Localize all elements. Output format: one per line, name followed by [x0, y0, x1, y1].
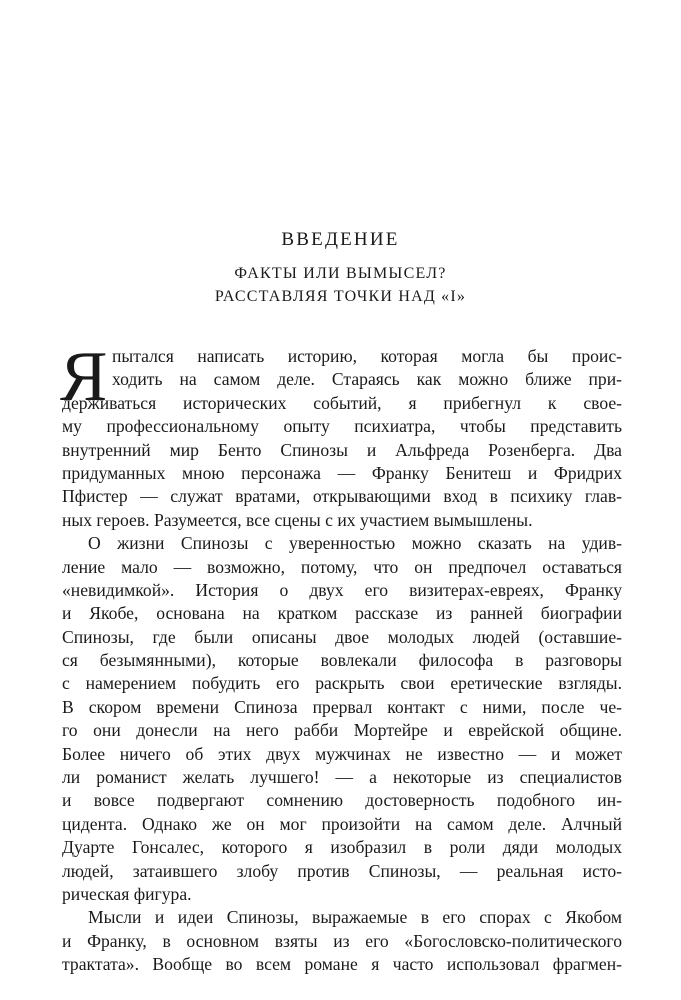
text-line: и вовсе подвергают сомнению достоверность подобного ин- — [62, 790, 622, 811]
text-line: го они донесли на него рабби Мортейре и еврейской общине. — [62, 720, 622, 741]
chapter-title: ВВЕДЕНИЕ — [281, 229, 400, 250]
drop-cap: Я — [60, 338, 108, 416]
text-line: Спинозы, где были описаны двое молодых людей (оставшие- — [62, 626, 622, 647]
text-line: Пфистер — служат вратами, открывающими вход в психику глав- — [62, 486, 622, 507]
text-line: О жизни Спинозы с уверенностью можно сказать на удив- — [88, 533, 622, 554]
text-line: ходить на самом деле. Стараясь как можно ближе при- — [112, 369, 622, 390]
text-line: придуманных мною персонажа — Франку Бенитеш и Фридрих — [62, 462, 622, 483]
text-line: держиваться исторических событий, я прибегнул к свое- — [62, 392, 622, 413]
text-line: с намерением побудить его раскрыть свои еретические взгляды. — [62, 673, 622, 694]
text-line: Мысли и идеи Спинозы, выражаемые в его спорах с Якобом — [88, 907, 622, 928]
text-line: В скором времени Спиноза прервал контакт с ними, после че- — [62, 696, 622, 717]
text-line: «невидимкой». История о двух его визитерах-евреях, Франку — [62, 579, 622, 600]
text-line: пытался написать историю, которая могла бы проис- — [112, 346, 622, 366]
text-line: Более ничего об этих двух мужчинах не известно — и может — [62, 743, 622, 764]
text-line: ление мало — возможно, потому, что он предпочел оставаться — [62, 556, 622, 577]
text-line: ся безымянными), которые вовлекали философа в разговоры — [62, 650, 622, 671]
text-line: ли романист желать лучшего! — а некоторые из специалистов — [62, 767, 622, 788]
text-line: рическая фигура. — [62, 883, 192, 904]
text-line: и Якобе, основана на кратком рассказе из ранней биографии — [62, 603, 622, 624]
text-line: и Франку, в основном взяты из его «Богословско-политического — [62, 930, 622, 951]
text-line: внутренний мир Бенто Спинозы и Альфреда Розенберга. Два — [62, 439, 622, 460]
text-line: му профессиональному опыту психиатра, чтобы представить — [62, 416, 622, 437]
text-line: Дуарте Гонсалес, которого я изобразил в роли дяди молодых — [62, 837, 622, 858]
text-line: цидента. Однако же он мог произойти на самом деле. Алчный — [62, 813, 622, 834]
subtitle-line: ФАКТЫ ИЛИ ВЫМЫСЕЛ? — [234, 265, 447, 282]
chapter-subtitle — [0, 262, 681, 308]
text-line: ных героев. Разумеется, все сцены с их участием вымышлены. — [62, 509, 533, 530]
text-line: трактата». Вообще во всем романе я часто использовал фрагмен- — [62, 954, 622, 975]
subtitle-line: РАССТАВЛЯЯ ТОЧКИ НАД «I» — [214, 288, 467, 305]
text-line: людей, затаившего злобу против Спинозы, — реальная исто- — [62, 860, 622, 881]
body-text — [60, 338, 622, 977]
